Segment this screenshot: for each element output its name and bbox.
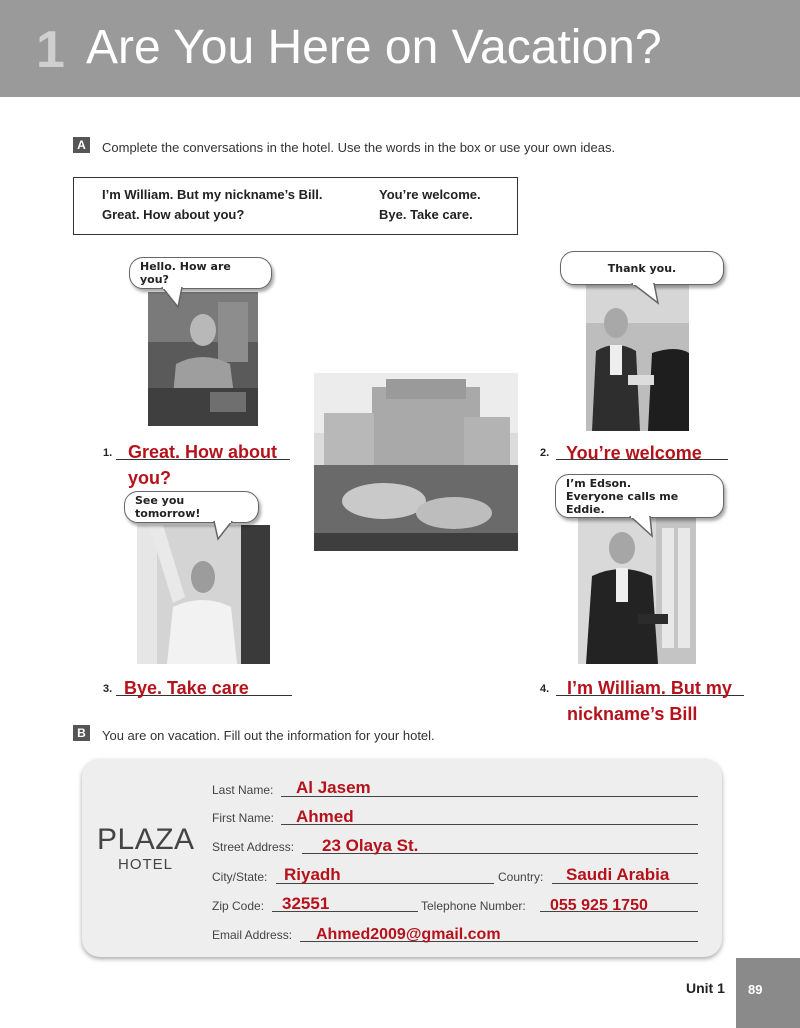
bubble-tail: [630, 283, 660, 305]
city-state-field[interactable]: Riyadh: [284, 865, 341, 884]
word-box-item: You’re welcome.: [379, 187, 481, 202]
telephone-field[interactable]: 055 925 1750: [550, 897, 648, 914]
street-address-label: Street Address:: [212, 840, 295, 854]
speech-bubble: [555, 474, 724, 518]
hotel-logo-name: PLAZA: [97, 823, 195, 856]
item-number: 1.: [103, 447, 113, 459]
zip-code-label: Zip Code:: [212, 899, 265, 913]
page-title: Are You Here on Vacation?: [86, 21, 662, 74]
photo-hotel-resort: [314, 373, 518, 551]
speech-bubble: [560, 251, 724, 285]
hotel-logo-sub: HOTEL: [118, 856, 174, 873]
email-address-label: Email Address:: [212, 928, 293, 942]
bubble-tail: [160, 287, 184, 309]
word-box-item: Bye. Take care.: [379, 207, 473, 222]
country-label: Country:: [498, 870, 544, 884]
last-name-label: Last Name:: [212, 783, 274, 797]
email-address-field[interactable]: Ahmed2009@gmail.com: [316, 926, 501, 943]
unit-number: 1: [36, 21, 65, 79]
section-a-label: A: [73, 137, 90, 153]
photo-waving-man: [137, 525, 270, 664]
section-b-instruction: You are on vacation. Fill out the information for your hotel.: [102, 728, 435, 743]
bubble-text: See you tomorrow!: [135, 494, 201, 520]
photo-businessman: [578, 518, 696, 664]
street-address-field[interactable]: 23 Olaya St.: [322, 836, 419, 855]
bubble-tail: [212, 521, 236, 541]
bubble-text: I’m Edson.: [566, 476, 632, 490]
telephone-label: Telephone Number:: [421, 899, 526, 913]
page-number-tab: [736, 958, 800, 1028]
word-box-item: Great. How about you?: [102, 207, 245, 222]
photo-receptionist: [148, 292, 258, 426]
speech-bubble: [124, 491, 259, 523]
page-number: 89: [748, 982, 763, 997]
last-name-field[interactable]: Al Jasem: [296, 778, 371, 797]
answer-text: nickname’s Bill: [567, 704, 698, 724]
word-box-item: I’m William. But my nickname’s Bill.: [102, 187, 323, 202]
zip-code-field[interactable]: 32551: [282, 894, 330, 913]
item-number: 2.: [540, 447, 550, 459]
photo-hotel-staff: [586, 283, 689, 431]
bubble-tail: [628, 516, 654, 538]
speech-bubble: [129, 257, 272, 289]
bubble-text: Hello. How are you?: [140, 260, 231, 286]
first-name-field[interactable]: Ahmed: [296, 807, 354, 826]
word-box: [73, 177, 518, 235]
section-a-instruction: Complete the conversations in the hotel. Use the words in the box or use your own ideas.: [102, 140, 616, 155]
answer-text: Bye. Take care: [124, 678, 249, 698]
item-number: 3.: [103, 683, 113, 695]
item-number: 4.: [540, 683, 550, 695]
first-name-label: First Name:: [212, 811, 275, 825]
bubble-text: Everyone calls me Eddie.: [566, 489, 679, 516]
city-state-label: City/State:: [212, 870, 268, 884]
bubble-text: Thank you.: [607, 261, 677, 275]
country-field[interactable]: Saudi Arabia: [566, 865, 670, 884]
section-b-label: B: [73, 725, 90, 741]
answer-text: I’m William. But my: [567, 678, 732, 698]
answer-text: you?: [128, 468, 171, 488]
unit-label: Unit 1: [686, 980, 725, 996]
answer-text: Great. How about: [128, 442, 278, 462]
answer-text: You’re welcome: [566, 443, 702, 463]
